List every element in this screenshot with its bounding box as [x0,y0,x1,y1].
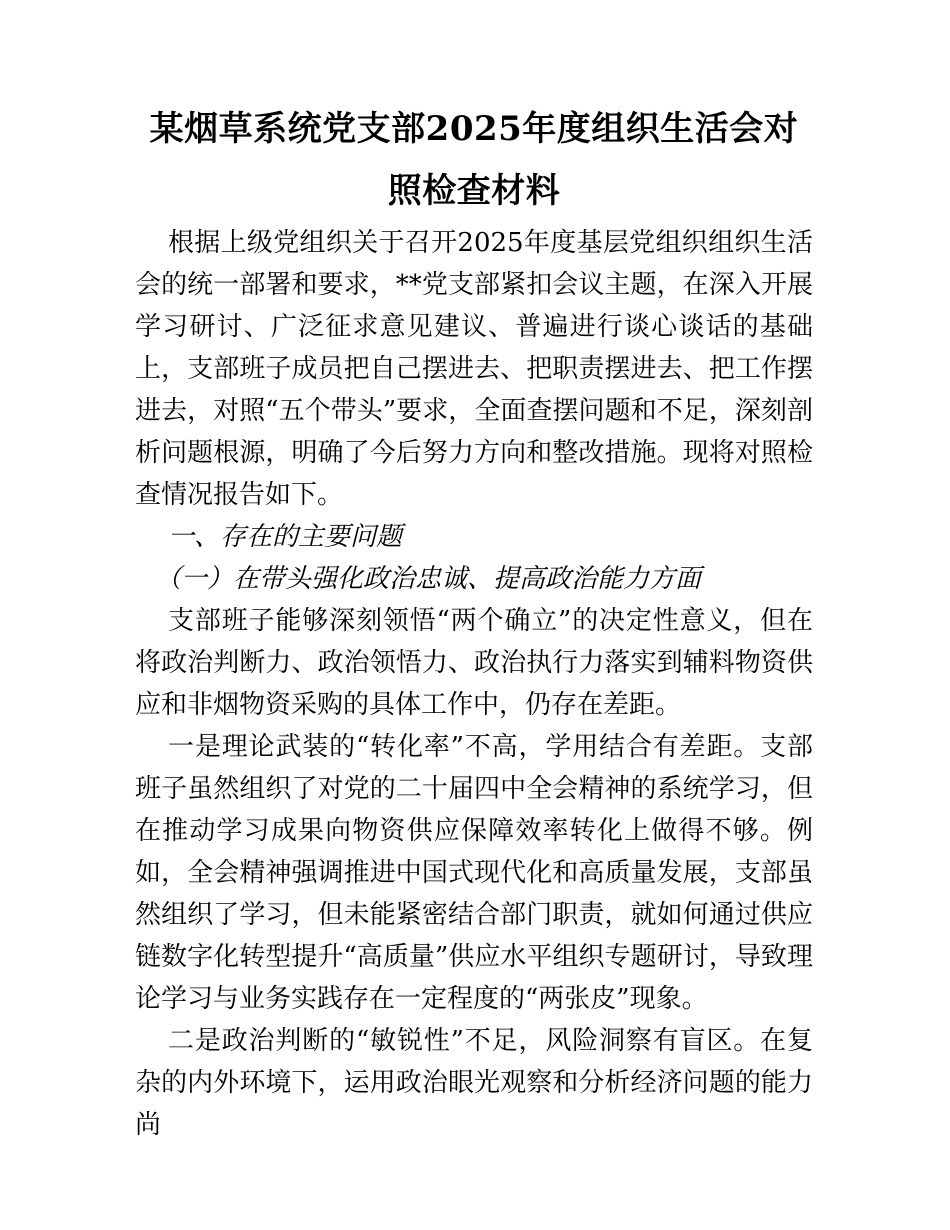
paragraph-political-understanding: 支部班子能够深刻领悟“两个确立”的决定性意义，但在将政治判断力、政治领悟力、政治执行力落实到辅料物资供应和非烟物资采购的具体工作中，仍存在差距。 [135,606,813,720]
heading-political-loyalty-section: （一）在带头强化政治忠诚、提高政治能力方面 [155,564,702,594]
paragraph-theory-conversion: 一是理论武装的“转化率”不高，学用结合有差距。支部班子虽然组织了对党的二十届四中全会精神的系统学习，但在推动学习成果向物资供应保障效率转化上做得不够。例如，全会精神强调推进中国式现代化和高质量发展，支部虽然组织了学习，但未能紧密结合部门职责，就如何通过供应链数字化转型提升“高质量”供应水平组织专题研讨，导致理论学习与业务实践存在一定程度的“两张皮”现象。 [135,732,813,1014]
document-title: 某烟草系统党支部2025年度组织生活会对照检查材料 [149,109,799,211]
heading-main-problems: 一、存在的主要问题 [168,522,403,552]
paragraph-political-judgment: 二是政治判断的“敏锐性”不足，风险洞察有盲区。在复杂的内外环境下，运用政治眼光观察和分析经济问题的能力尚 [135,1026,813,1140]
document-body [135,222,813,1146]
paragraph-intro: 根据上级党组织关于召开2025年度基层党组织组织生活会的统一部署和要求，**党支部紧扣会议主题，在深入开展学习研讨、广泛征求意见建议、普遍进行谈心谈话的基础上，支部班子成员把自己摆进去、把职责摆进去、把工作摆进去，对照“五个带头”要求，全面查摆问题和不足，深刻剖析问题根源，明确了今后努力方向和整改措施。现将对照检查情况报告如下。 [135,228,813,510]
